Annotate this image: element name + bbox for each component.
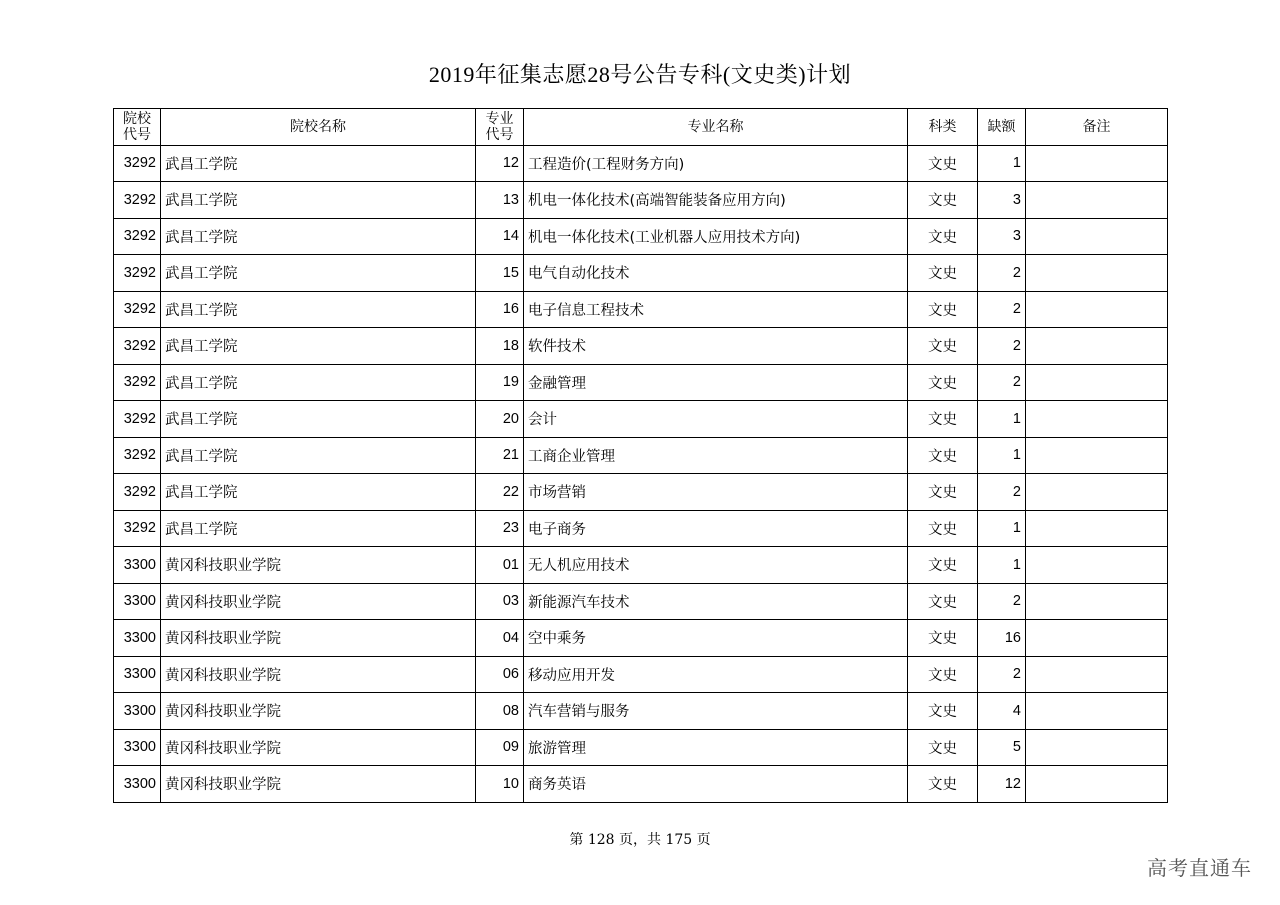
cell-school-name: 武昌工学院 xyxy=(161,218,476,255)
cell-category: 文史 xyxy=(908,729,978,766)
cell-quota: 1 xyxy=(978,437,1026,474)
cell-quota: 2 xyxy=(978,364,1026,401)
cell-category: 文史 xyxy=(908,547,978,584)
cell-category: 文史 xyxy=(908,656,978,693)
cell-major-name: 移动应用开发 xyxy=(524,656,908,693)
cell-category: 文史 xyxy=(908,401,978,438)
cell-major-name: 机电一体化技术(工业机器人应用技术方向) xyxy=(524,218,908,255)
cell-major-code: 09 xyxy=(476,729,524,766)
plan-table xyxy=(113,108,1168,803)
cell-quota: 1 xyxy=(978,401,1026,438)
cell-note xyxy=(1026,583,1168,620)
table-row xyxy=(114,401,1168,438)
cell-quota: 2 xyxy=(978,474,1026,511)
cell-note xyxy=(1026,401,1168,438)
cell-quota: 2 xyxy=(978,328,1026,365)
cell-school-name: 武昌工学院 xyxy=(161,364,476,401)
cell-school-code: 3292 xyxy=(114,291,161,328)
cell-major-code: 23 xyxy=(476,510,524,547)
page-title: 2019年征集志愿28号公告专科(文史类)计划 xyxy=(428,62,852,87)
cell-major-name: 工商企业管理 xyxy=(524,437,908,474)
cell-major-name: 会计 xyxy=(524,401,908,438)
cell-school-name: 武昌工学院 xyxy=(161,255,476,292)
cell-category: 文史 xyxy=(908,437,978,474)
table-row xyxy=(114,255,1168,292)
cell-major-code: 08 xyxy=(476,693,524,730)
cell-note xyxy=(1026,656,1168,693)
cell-quota: 5 xyxy=(978,729,1026,766)
cell-category: 文史 xyxy=(908,364,978,401)
cell-school-name: 武昌工学院 xyxy=(161,291,476,328)
cell-school-code: 3292 xyxy=(114,145,161,182)
table-row xyxy=(114,437,1168,474)
cell-note xyxy=(1026,510,1168,547)
cell-major-name: 机电一体化技术(高端智能装备应用方向) xyxy=(524,182,908,219)
cell-major-name: 工程造价(工程财务方向) xyxy=(524,145,908,182)
cell-major-name: 旅游管理 xyxy=(524,729,908,766)
cell-school-code: 3300 xyxy=(114,620,161,657)
cell-quota: 16 xyxy=(978,620,1026,657)
cell-major-name: 市场营销 xyxy=(524,474,908,511)
cell-school-name: 武昌工学院 xyxy=(161,328,476,365)
table-row xyxy=(114,364,1168,401)
table-header-row xyxy=(114,109,1168,146)
cell-major-code: 22 xyxy=(476,474,524,511)
cell-note xyxy=(1026,218,1168,255)
cell-category: 文史 xyxy=(908,583,978,620)
cell-school-name: 黄冈科技职业学院 xyxy=(161,620,476,657)
cell-major-code: 10 xyxy=(476,766,524,803)
cell-school-name: 黄冈科技职业学院 xyxy=(161,583,476,620)
cell-category: 文史 xyxy=(908,328,978,365)
cell-major-code: 12 xyxy=(476,145,524,182)
cell-major-name: 电子信息工程技术 xyxy=(524,291,908,328)
cell-category: 文史 xyxy=(908,693,978,730)
cell-category: 文史 xyxy=(908,218,978,255)
table-row xyxy=(114,145,1168,182)
cell-school-code: 3300 xyxy=(114,766,161,803)
cell-major-name: 软件技术 xyxy=(524,328,908,365)
cell-school-code: 3292 xyxy=(114,182,161,219)
cell-school-code: 3292 xyxy=(114,510,161,547)
cell-major-code: 15 xyxy=(476,255,524,292)
cell-quota: 1 xyxy=(978,510,1026,547)
cell-note xyxy=(1026,437,1168,474)
cell-major-code: 20 xyxy=(476,401,524,438)
cell-school-name: 黄冈科技职业学院 xyxy=(161,729,476,766)
cell-major-name: 电子商务 xyxy=(524,510,908,547)
cell-school-code: 3292 xyxy=(114,328,161,365)
cell-major-code: 21 xyxy=(476,437,524,474)
cell-school-name: 武昌工学院 xyxy=(161,401,476,438)
cell-quota: 1 xyxy=(978,145,1026,182)
cell-school-code: 3300 xyxy=(114,583,161,620)
cell-major-name: 电气自动化技术 xyxy=(524,255,908,292)
table-row xyxy=(114,474,1168,511)
cell-school-name: 武昌工学院 xyxy=(161,145,476,182)
cell-major-code: 16 xyxy=(476,291,524,328)
cell-school-name: 武昌工学院 xyxy=(161,437,476,474)
cell-school-name: 黄冈科技职业学院 xyxy=(161,766,476,803)
cell-quota: 2 xyxy=(978,656,1026,693)
table-row xyxy=(114,291,1168,328)
header-major-name: 专业名称 xyxy=(524,109,908,146)
cell-quota: 4 xyxy=(978,693,1026,730)
cell-school-name: 武昌工学院 xyxy=(161,474,476,511)
cell-category: 文史 xyxy=(908,145,978,182)
header-category: 科类 xyxy=(908,109,978,146)
cell-major-code: 03 xyxy=(476,583,524,620)
cell-note xyxy=(1026,620,1168,657)
table-row xyxy=(114,218,1168,255)
cell-quota: 2 xyxy=(978,255,1026,292)
cell-note xyxy=(1026,547,1168,584)
cell-school-code: 3292 xyxy=(114,437,161,474)
cell-category: 文史 xyxy=(908,620,978,657)
header-school-code: 院校 代号 xyxy=(114,109,161,146)
cell-category: 文史 xyxy=(908,766,978,803)
cell-category: 文史 xyxy=(908,255,978,292)
table-row xyxy=(114,656,1168,693)
cell-major-code: 01 xyxy=(476,547,524,584)
cell-category: 文史 xyxy=(908,510,978,547)
cell-major-name: 无人机应用技术 xyxy=(524,547,908,584)
cell-note xyxy=(1026,693,1168,730)
table-row xyxy=(114,583,1168,620)
table-row xyxy=(114,766,1168,803)
cell-category: 文史 xyxy=(908,182,978,219)
table-row xyxy=(114,182,1168,219)
cell-quota: 1 xyxy=(978,547,1026,584)
table-row xyxy=(114,693,1168,730)
cell-note xyxy=(1026,255,1168,292)
cell-note xyxy=(1026,291,1168,328)
cell-school-name: 武昌工学院 xyxy=(161,510,476,547)
cell-quota: 3 xyxy=(978,218,1026,255)
cell-major-name: 商务英语 xyxy=(524,766,908,803)
cell-note xyxy=(1026,182,1168,219)
cell-category: 文史 xyxy=(908,291,978,328)
cell-note xyxy=(1026,364,1168,401)
cell-school-code: 3292 xyxy=(114,255,161,292)
cell-school-name: 黄冈科技职业学院 xyxy=(161,547,476,584)
table-row xyxy=(114,328,1168,365)
cell-school-name: 黄冈科技职业学院 xyxy=(161,656,476,693)
cell-note xyxy=(1026,145,1168,182)
table-row xyxy=(114,729,1168,766)
cell-major-name: 汽车营销与服务 xyxy=(524,693,908,730)
cell-major-name: 金融管理 xyxy=(524,364,908,401)
cell-quota: 2 xyxy=(978,291,1026,328)
cell-major-code: 06 xyxy=(476,656,524,693)
cell-school-name: 黄冈科技职业学院 xyxy=(161,693,476,730)
cell-major-code: 14 xyxy=(476,218,524,255)
cell-school-code: 3300 xyxy=(114,693,161,730)
cell-note xyxy=(1026,729,1168,766)
cell-note xyxy=(1026,474,1168,511)
cell-major-code: 18 xyxy=(476,328,524,365)
table-row xyxy=(114,510,1168,547)
cell-major-code: 04 xyxy=(476,620,524,657)
cell-major-code: 19 xyxy=(476,364,524,401)
cell-school-code: 3300 xyxy=(114,656,161,693)
header-quota: 缺额 xyxy=(978,109,1026,146)
cell-school-code: 3300 xyxy=(114,547,161,584)
cell-major-name: 新能源汽车技术 xyxy=(524,583,908,620)
table-row xyxy=(114,547,1168,584)
cell-school-name: 武昌工学院 xyxy=(161,182,476,219)
header-school-name: 院校名称 xyxy=(161,109,476,146)
cell-school-code: 3292 xyxy=(114,474,161,511)
cell-school-code: 3292 xyxy=(114,364,161,401)
header-note: 备注 xyxy=(1026,109,1168,146)
cell-major-name: 空中乘务 xyxy=(524,620,908,657)
cell-quota: 2 xyxy=(978,583,1026,620)
page-footer: 第 128 页，共 175 页 xyxy=(569,832,711,848)
cell-school-code: 3292 xyxy=(114,401,161,438)
header-major-code: 专业 代号 xyxy=(476,109,524,146)
cell-category: 文史 xyxy=(908,474,978,511)
cell-major-code: 13 xyxy=(476,182,524,219)
cell-school-code: 3300 xyxy=(114,729,161,766)
cell-quota: 12 xyxy=(978,766,1026,803)
watermark: 高考直通车 xyxy=(1147,856,1252,880)
cell-school-code: 3292 xyxy=(114,218,161,255)
cell-quota: 3 xyxy=(978,182,1026,219)
cell-note xyxy=(1026,328,1168,365)
table-row xyxy=(114,620,1168,657)
cell-note xyxy=(1026,766,1168,803)
